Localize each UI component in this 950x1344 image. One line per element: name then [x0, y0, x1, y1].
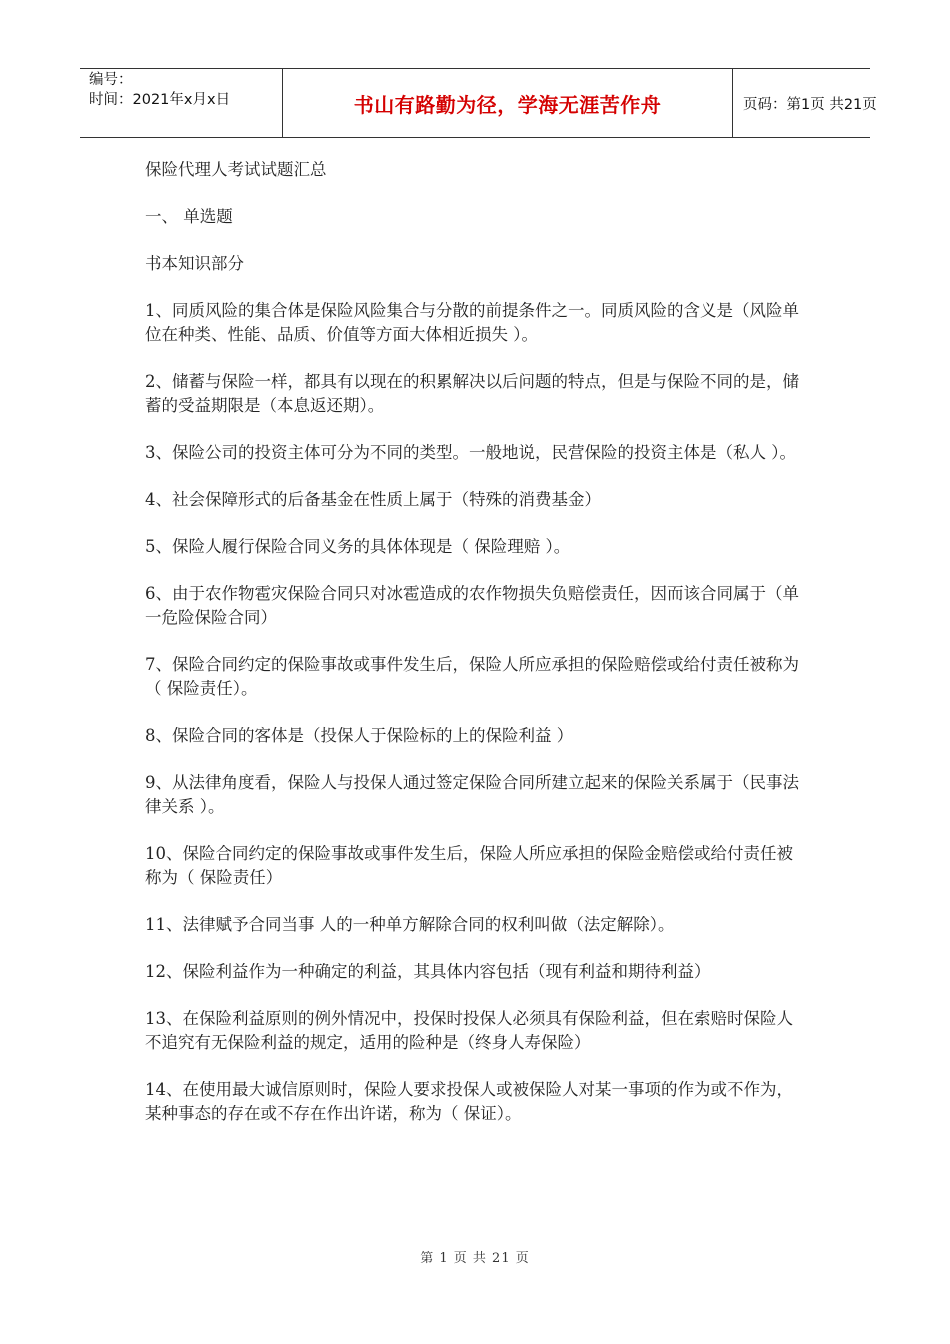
header-info [80, 69, 282, 137]
question-item: 2、储蓄与保险一样，都具有以现在的积累解决以后问题的特点，但是与保险不同的是，储蓄的受益期限是（本息返还期）。 [145, 372, 799, 415]
question-item: 1、同质风险的集合体是保险风险集合与分散的前提条件之一。同质风险的含义是（风险单位在种类、性能、品质、价值等方面大体相近损失 ）。 [145, 301, 799, 344]
document-header [80, 68, 877, 138]
doc-title: 保险代理人考试试题汇总 [145, 160, 327, 179]
document-body [145, 158, 805, 1149]
number-label: 编号： [89, 72, 133, 88]
question-item: 8、保险合同的客体是（投保人于保险标的上的保险利益 ） [145, 726, 574, 745]
question-item: 12、保险利益作为一种确定的利益，其具体内容包括（现有利益和期待利益） [145, 962, 711, 981]
question-item: 14、在使用最大诚信原则时，保险人要求投保人或被保险人对某一事项的作为或不作为，某种事态的存在或不存在作出许诺，称为（ 保证）。 [145, 1080, 793, 1123]
question-item: 5、保险人履行保险合同义务的具体体现是（ 保险理赔 ）。 [145, 537, 571, 556]
question-item: 7、保险合同约定的保险事故或事件发生后，保险人所应承担的保险赔偿或给付责任被称为（ 保险责任）。 [145, 655, 799, 698]
question-item: 6、由于农作物雹灾保险合同只对冰雹造成的农作物损失负赔偿责任，因而该合同属于（单一危险保险合同） [145, 584, 799, 627]
question-item: 9、从法律角度看，保险人与投保人通过签定保险合同所建立起来的保险关系属于（民事法律关系 ）。 [145, 773, 799, 816]
question-item: 11、法律赋予合同当事 人的一种单方解除合同的权利叫做（法定解除）。 [145, 915, 675, 934]
question-item: 10、保险合同约定的保险事故或事件发生后，保险人所应承担的保险金赔偿或给付责任被称为（ 保险责任） [145, 844, 793, 887]
question-item: 4、社会保障形式的后备基金在性质上属于（特殊的消费基金） [145, 490, 601, 509]
header-motto: 书山有路勤为径，学海无涯苦作舟 [282, 69, 733, 137]
section-heading: 一、 单选题 [145, 207, 233, 226]
page-footer: 第 1 页 共 21 页 [420, 1251, 530, 1266]
subsection-heading: 书本知识部分 [145, 254, 244, 273]
question-item: 3、保险公司的投资主体可分为不同的类型。一般地说，民营保险的投资主体是（私人 ）。 [145, 443, 796, 462]
header-page-info: 页码：第1页 共21页 [743, 96, 877, 113]
question-item: 13、在保险利益原则的例外情况中，投保时投保人必须具有保险利益，但在索赔时保险人不追究有无保险利益的规定，适用的险种是（终身人寿保险） [145, 1009, 793, 1052]
time-label: 时间：2021年x月x日 [89, 92, 231, 108]
